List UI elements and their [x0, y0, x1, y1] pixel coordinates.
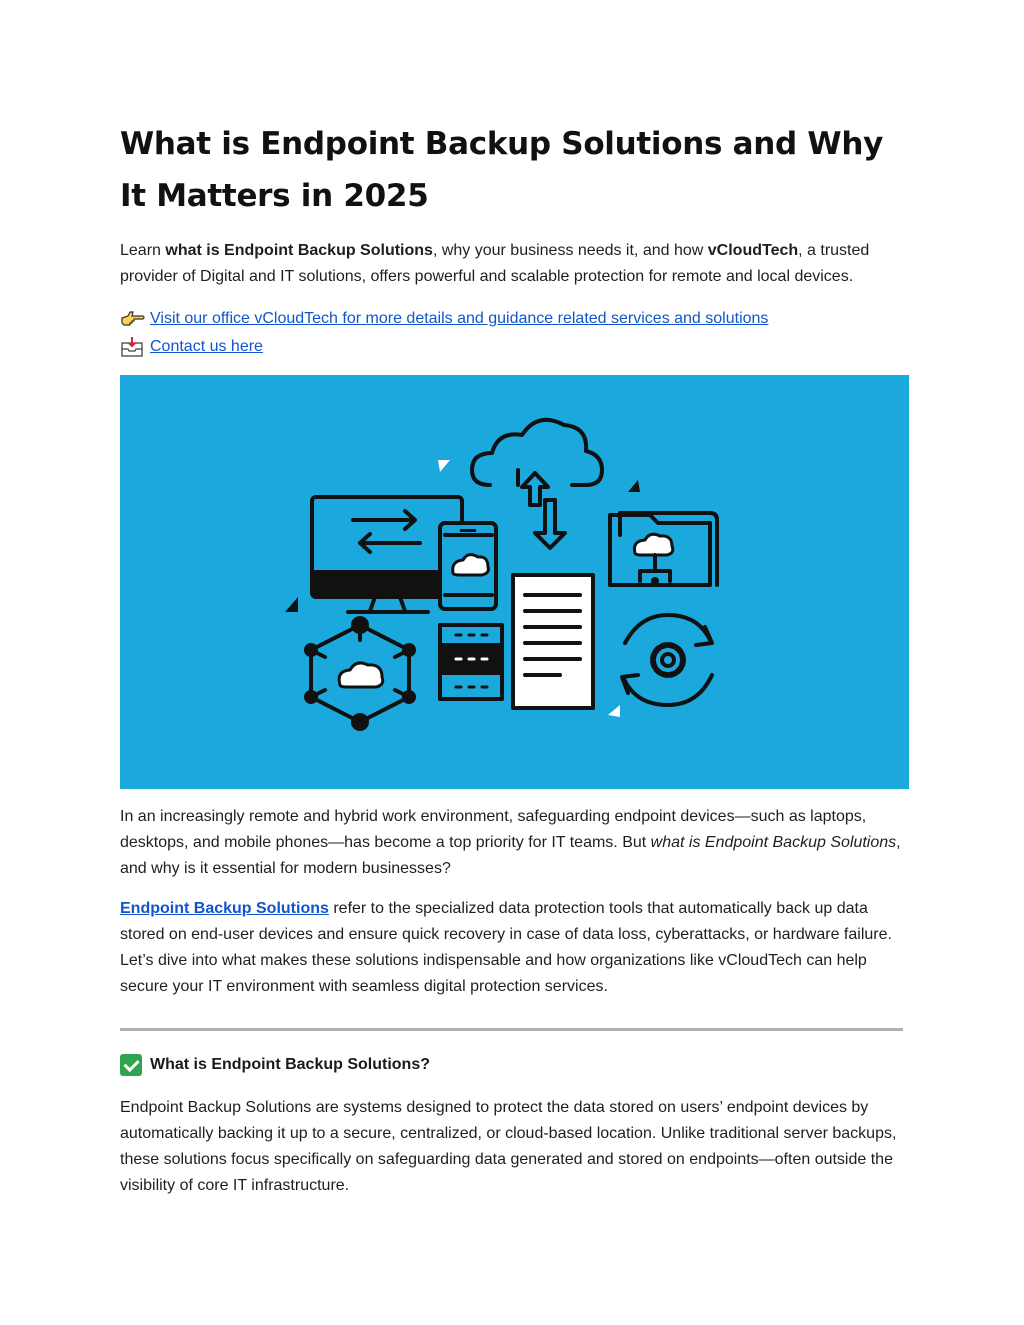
p1-italic: what is Endpoint Backup Solutions	[650, 834, 897, 851]
intro-text-2: , why your business needs it, and how	[432, 242, 708, 259]
server-rack-icon	[440, 625, 502, 699]
section-heading-text: What is Endpoint Backup Solutions?	[150, 1056, 430, 1073]
intro-text-1: Learn	[120, 242, 166, 259]
gear-cycle-icon	[622, 615, 712, 705]
pointing-hand-icon	[120, 308, 146, 330]
body-paragraph-2	[120, 896, 905, 1000]
p2-text: refer to the specialized data protection tools that automatically back up data stored on end-user devices and ensure quick recovery in case of data loss, cyberattacks, or hardware failure. Let’s dive into what makes these solutions indispensable and how organizations like vCloudTech can help secure your IT environment with seamless digital protection services.	[120, 900, 892, 995]
visit-office-link[interactable]: Visit our office vCloudTech for more details and guidance related services and solutions	[150, 310, 769, 327]
hero-illustration	[120, 375, 909, 789]
contact-link-row	[120, 333, 768, 361]
network-cloud-icon	[304, 616, 416, 731]
smartphone-cloud-icon	[440, 523, 496, 609]
intro-paragraph	[120, 238, 905, 290]
section-divider	[120, 1028, 903, 1031]
section-body: Endpoint Backup Solutions are systems designed to protect the data stored on users’ endpoint devices by automatically backing it up to a secure, centralized, or cloud-based location. Unlike traditional server backups, these solutions focus specifically on safeguarding data generated and stored on endpoints—often outside the visibility of core IT infrastructure.	[120, 1099, 897, 1194]
intro-text-3: , a trusted provider of Digital and IT solutions, offers powerful and scalable protection for remote and local devices.	[120, 242, 870, 285]
page-title: What is Endpoint Backup Solutions and Why It Matters in 2025	[120, 126, 884, 214]
inbox-tray-icon	[120, 336, 146, 358]
link-list	[120, 305, 768, 361]
document-icon	[513, 575, 593, 708]
intro-bold-2: vCloudTech	[707, 242, 799, 259]
section-heading	[120, 1054, 430, 1076]
folder-cloud-icon	[610, 513, 717, 585]
intro-bold-1: what is Endpoint Backup Solutions	[165, 242, 433, 259]
contact-link[interactable]: Contact us here	[150, 338, 263, 355]
check-mark-icon	[120, 1054, 142, 1076]
body-paragraph-1	[120, 804, 905, 882]
p1-text-2: , and why is it essential for modern businesses?	[120, 834, 901, 877]
visit-link-row	[120, 305, 768, 333]
p1-text-1: In an increasingly remote and hybrid work environment, safeguarding endpoint devices—such as laptops, desktops, and mobile phones—has become a top priority for IT teams. But	[120, 808, 867, 851]
endpoint-backup-link[interactable]: Endpoint Backup Solutions	[120, 900, 329, 917]
